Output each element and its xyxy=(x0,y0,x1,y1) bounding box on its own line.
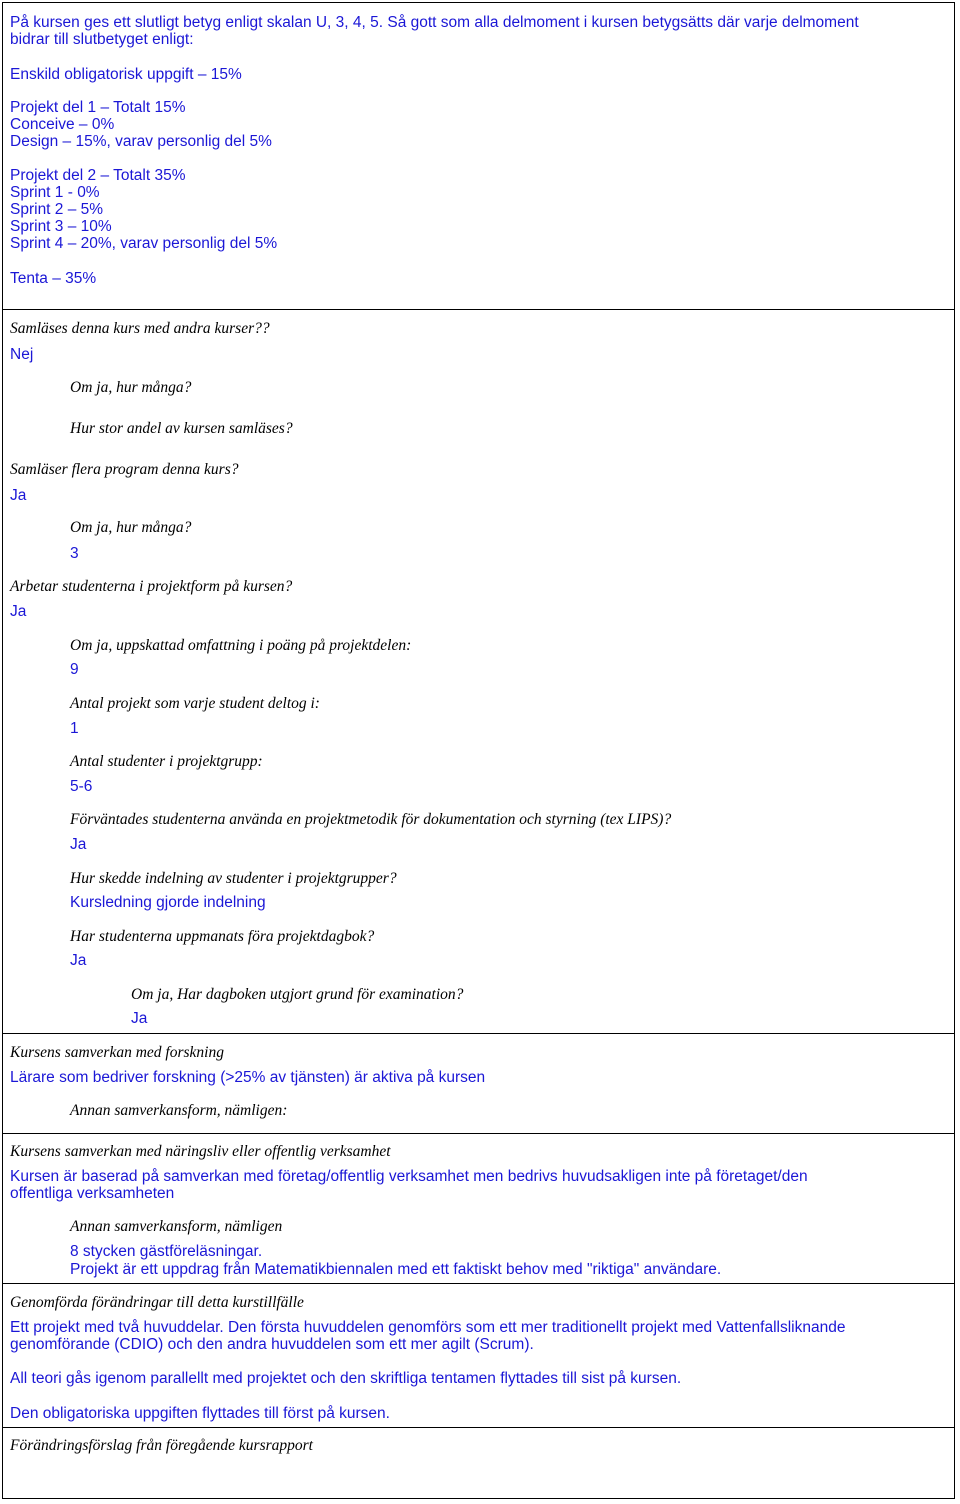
programs-answer: Ja xyxy=(10,487,27,504)
project-method-question: Förväntades studenterna använda en projektmetodik för dokumentation och styrning (tex LIPS)? xyxy=(70,811,672,828)
project-question: Arbetar studenterna i projektform på kursen? xyxy=(10,578,293,595)
divider xyxy=(2,1283,955,1284)
grading-part1-conceive: Conceive – 0% xyxy=(10,116,115,133)
research-answer: Lärare som bedriver forskning (>25% av tjänsten) är aktiva på kursen xyxy=(10,1069,486,1086)
colocated-share-question: Hur stor andel av kursen samläses? xyxy=(70,420,293,437)
grading-part2-total: Projekt del 2 – Totalt 35% xyxy=(10,167,186,184)
industry-other-question: Annan samverkansform, nämligen xyxy=(70,1218,283,1235)
project-group-question: Antal studenter i projektgrupp: xyxy=(70,753,263,770)
grading-intro-line1: På kursen ges ett slutligt betyg enligt skalan U, 3, 4, 5. Så gott som alla delmoment i kursen betygsätts där varje delmoment xyxy=(10,14,859,31)
grading-sprint3: Sprint 3 – 10% xyxy=(10,218,112,235)
changes-paragraph1-line1: Ett projekt med två huvuddelar. Den första huvuddelen genomförs som ett mer traditionellt projekt med Vattenfallsliknande xyxy=(10,1319,846,1336)
project-diary-answer: Ja xyxy=(70,952,87,969)
colocated-answer: Nej xyxy=(10,346,34,363)
changes-paragraph1-line2: genomförande (CDIO) och den andra huvuddelen som ett mer agilt (Scrum). xyxy=(10,1336,534,1353)
project-division-answer: Kursledning gjorde indelning xyxy=(70,894,266,911)
project-group-answer: 5-6 xyxy=(70,778,93,795)
divider xyxy=(2,1427,955,1428)
colocated-how-many-question: Om ja, hur många? xyxy=(70,379,192,396)
grading-exam: Tenta – 35% xyxy=(10,270,97,287)
grading-individual: Enskild obligatorisk uppgift – 15% xyxy=(10,66,242,83)
divider xyxy=(2,1133,955,1134)
programs-how-many-question: Om ja, hur många? xyxy=(70,519,192,536)
project-credits-question: Om ja, uppskattad omfattning i poäng på projektdelen: xyxy=(70,637,412,654)
grading-sprint2: Sprint 2 – 5% xyxy=(10,201,104,218)
grading-part1-design: Design – 15%, varav personlig del 5% xyxy=(10,133,272,150)
proposals-heading: Förändringsförslag från föregående kursrapport xyxy=(10,1437,313,1454)
changes-paragraph3: Den obligatoriska uppgiften flyttades till först på kursen. xyxy=(10,1405,390,1422)
project-count-question: Antal projekt som varje student deltog i: xyxy=(70,695,320,712)
project-diary-exam-question: Om ja, Har dagboken utgjort grund för examination? xyxy=(131,986,464,1003)
industry-other-answer-1: 8 stycken gästföreläsningar. xyxy=(70,1243,263,1260)
project-method-answer: Ja xyxy=(70,836,87,853)
grading-sprint1: Sprint 1 - 0% xyxy=(10,184,100,201)
grading-sprint4: Sprint 4 – 20%, varav personlig del 5% xyxy=(10,235,278,252)
research-other-question: Annan samverkansform, nämligen: xyxy=(70,1102,288,1119)
grading-part1-total: Projekt del 1 – Totalt 15% xyxy=(10,99,186,116)
industry-heading: Kursens samverkan med näringsliv eller offentlig verksamhet xyxy=(10,1143,391,1160)
programs-question: Samläser flera program denna kurs? xyxy=(10,461,239,478)
project-division-question: Hur skedde indelning av studenter i projektgrupper? xyxy=(70,870,397,887)
industry-answer-line1: Kursen är baserad på samverkan med företag/offentlig verksamhet men bedrivs huvudsakligen inte på företaget/den xyxy=(10,1168,808,1185)
project-diary-exam-answer: Ja xyxy=(131,1010,148,1027)
project-count-answer: 1 xyxy=(70,720,79,737)
project-answer: Ja xyxy=(10,603,27,620)
industry-answer-line2: offentliga verksamheten xyxy=(10,1185,175,1202)
divider xyxy=(2,309,955,310)
programs-how-many-answer: 3 xyxy=(70,545,79,562)
industry-other-answer-2: Projekt är ett uppdrag från Matematikbiennalen med ett faktiskt behov med "riktiga" användare. xyxy=(70,1261,722,1278)
colocated-question: Samläses denna kurs med andra kurser?? xyxy=(10,320,270,337)
project-credits-answer: 9 xyxy=(70,661,79,678)
divider xyxy=(2,1033,955,1034)
changes-paragraph2: All teori gås igenom parallellt med projektet och den skriftliga tentamen flyttades till sist på kursen. xyxy=(10,1370,682,1387)
project-diary-question: Har studenterna uppmanats föra projektdagbok? xyxy=(70,928,375,945)
changes-heading: Genomförda förändringar till detta kurstillfälle xyxy=(10,1294,304,1311)
research-heading: Kursens samverkan med forskning xyxy=(10,1044,224,1061)
grading-intro-line2: bidrar till slutbetyget enligt: xyxy=(10,31,194,48)
